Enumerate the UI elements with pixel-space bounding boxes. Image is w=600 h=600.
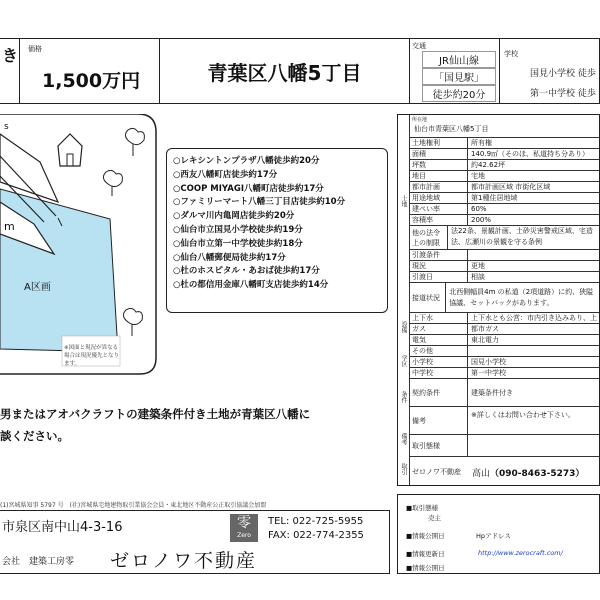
contact-person: 高山 — [472, 468, 491, 479]
info-trade-value: 売主 — [428, 514, 441, 522]
price-value: 1,500万円 — [42, 70, 141, 92]
spec-row: 契約条件 建築条件付き — [410, 378, 599, 406]
spec-row: 備考 ※詳しくはお問い合わせ下さい。 — [410, 406, 599, 434]
side-cond: 条件 — [400, 391, 407, 403]
side-trade: 取引 — [400, 463, 407, 475]
info-box — [397, 494, 600, 574]
company-fax: FAX: 022-774-2355 — [268, 530, 364, 541]
spec-row: 取引態様 — [410, 434, 599, 456]
nearby-item: ○COOP MIYAGI八幡町店徒歩約17分 — [173, 183, 324, 194]
spec-row: その他 — [410, 345, 599, 356]
property-title: 青葉区八幡5丁目 — [160, 38, 410, 104]
spec-row: 現況 更地 — [410, 260, 599, 271]
logo-char: 零 — [237, 515, 251, 531]
spec-row: 坪数 約42.62坪 — [410, 159, 599, 170]
traffic-cell — [410, 38, 500, 104]
side-school: 学区 — [400, 355, 407, 367]
company-tel: TEL: 022-725-5955 — [268, 516, 364, 527]
contact-phone: （090-8463-5273） — [490, 468, 585, 479]
nearby-item: ○仙台八幡郵便局徒歩約17分 — [173, 252, 286, 263]
nearby-item: ○西友八幡町店徒歩約17分 — [173, 169, 278, 180]
promo-text: 男またはアオバクラフトの建築条件付き土地が青葉区八幡に 談ください。 — [0, 407, 311, 443]
spec-side-labels — [398, 115, 410, 485]
spec-location-value: 仙台市青葉区八幡5丁目 — [414, 125, 489, 133]
traffic-line-3: 徒歩約20分 — [422, 85, 496, 102]
spec-row: 都市計画 都市計画区域 市街化区域 — [410, 181, 599, 192]
price-label: 価格 — [28, 45, 42, 53]
spec-row: 小学校 国見小学校 — [410, 356, 599, 367]
area-a-label: A区画 — [24, 282, 51, 293]
nearby-item: ○仙台市立第一中学校徒歩約18分 — [173, 238, 303, 249]
spec-row: 建ぺい率 60% — [410, 203, 599, 214]
contact-company: ゼロノワ不動産 — [412, 468, 461, 476]
info-open-label-2: ■情報公開日 — [406, 564, 445, 572]
site-map — [0, 114, 158, 376]
nearby-item: ○仙台市立国見小学校徒歩約19分 — [173, 224, 303, 235]
nearby-item: ○杜のホスピタル・あおば徒歩約17分 — [173, 266, 320, 277]
spec-row: ガス 都市ガス — [410, 323, 599, 334]
info-open-label: ■情報公開日 — [406, 532, 445, 540]
spec-row: 用途地域 第1種住居地域 — [410, 192, 599, 203]
side-land: 土地 — [400, 195, 407, 207]
side-infra: 設備 — [400, 321, 407, 333]
school-cell — [500, 38, 600, 104]
school-1: 国見小学校 徒歩 — [530, 69, 596, 79]
spec-row: 接道状況 北西側幅員4m の私道（2項道路）に約、狭隘協議、セットバックがあります。 — [410, 282, 599, 312]
spec-location-label: 所在地 — [412, 117, 428, 123]
spec-row: 地目 宅地 — [410, 170, 599, 181]
contact-row — [410, 456, 599, 487]
spec-location — [410, 115, 599, 137]
side-remark: 備考 — [400, 433, 407, 445]
nearby-item: ○レキシントンプラザ八幡徒歩約20分 — [173, 156, 320, 166]
school-label: 学校 — [504, 50, 518, 58]
nearby-list — [166, 148, 388, 313]
map-mark-s: s — [4, 122, 9, 132]
company-name: ゼロノワ不動産 — [110, 550, 258, 572]
nearby-item: ○杜の都信用金庫八幡町支店徒歩約14分 — [173, 280, 329, 291]
school-2: 第一中学校 徒歩 — [530, 89, 596, 99]
traffic-line-2: 「国見駅」 — [422, 68, 496, 85]
site-map-drawing — [0, 114, 158, 376]
header-tag: き — [0, 38, 20, 104]
info-update-label: ■情報更新日 — [406, 550, 445, 558]
company-sub: 会社 建築工房零 — [2, 557, 75, 567]
spec-row: 土地権利 所有権 — [410, 137, 599, 148]
traffic-label: 交通 — [412, 42, 426, 50]
spec-row: 電気 東北電力 — [410, 334, 599, 345]
spec-row: 他の法令上の制限 法22条、景観計画、土砂災害警戒区域、宅造法、広瀬川の景観を守る条例 — [410, 225, 599, 249]
company-logo — [230, 514, 258, 542]
spec-row: 面積 140.9㎡（そのほ、私道持ち分あり） — [410, 148, 599, 159]
logo-sub: Zero — [237, 532, 251, 539]
license-line: (1)宮城県知事 5797 号 (社)宮城県宅地建物取引業協会会員・東北地区不動産公正取引協議会加盟 — [0, 502, 267, 509]
map-note: ※図面と現況が異なる場合は現況優先となります。 — [64, 345, 120, 367]
nearby-item: ○ファミリーマート八幡三丁目店徒歩約10分 — [173, 197, 346, 208]
spec-row: 上下水 上下水とも公営：市内引き込みあり、上 — [412, 314, 597, 322]
company-address: 市泉区南中山4-3-16 — [2, 520, 123, 535]
spec-row: 引渡条件 — [410, 249, 599, 260]
spec-row: 容積率 200% — [410, 214, 599, 225]
spec-body — [410, 115, 599, 485]
info-hp-label: Hpアドレス — [476, 532, 511, 540]
price-cell — [20, 38, 160, 104]
spec-row: 中学校 第一中学校 — [410, 367, 599, 378]
spec-table — [397, 114, 600, 486]
traffic-line-1: JR仙山線 — [422, 51, 496, 68]
map-mark-m: m — [4, 220, 15, 233]
spec-row: 引渡日 相談 — [410, 271, 599, 282]
nearby-item: ○ダルマ川内亀岡店徒歩約20分 — [173, 211, 295, 222]
info-url[interactable]: http://www.zerocraft.com/ — [478, 549, 563, 557]
info-trade-label: ■取引態様 — [406, 504, 439, 512]
